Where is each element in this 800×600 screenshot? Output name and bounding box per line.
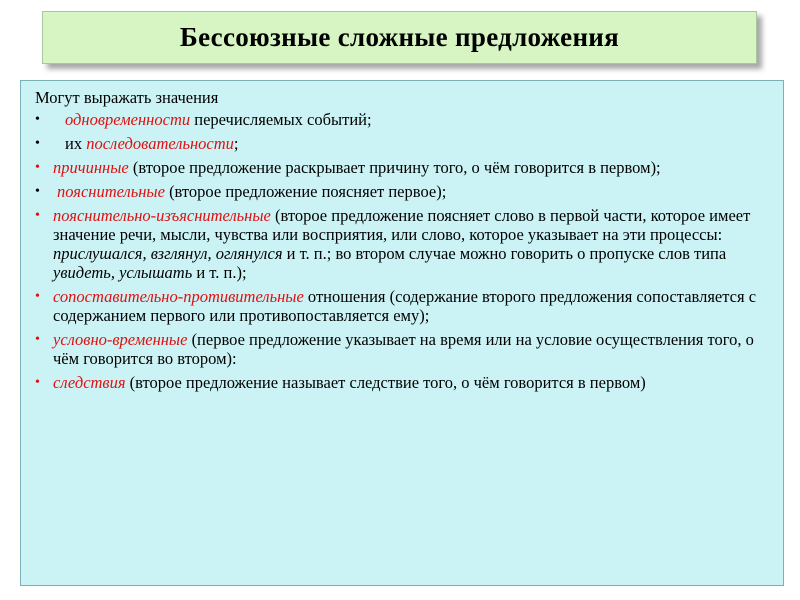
- list-item: [33, 206, 769, 282]
- item-text: ;: [233, 134, 239, 153]
- list-item: [33, 134, 769, 153]
- bullet-icon: •: [35, 208, 40, 223]
- intro-text: Могут выражать значения: [35, 88, 219, 107]
- title-box: [42, 11, 757, 64]
- item-text: (второе предложение раскрывает причину того, о чём говорится в первом);: [128, 158, 661, 177]
- term: сопоставительно-противительные: [53, 287, 304, 306]
- bullet-icon: •: [35, 184, 40, 199]
- term: пояснительно-изъяснительные: [53, 206, 271, 225]
- bullet-icon: •: [35, 112, 40, 127]
- list-item: [33, 110, 769, 129]
- list-item: [33, 287, 769, 325]
- list-item: [33, 182, 769, 201]
- item-text: (второе предложение поясняет слово в первой части, которое имеет значение речи, мысли, чувства или восприятия, или слово, которое указывает на эти процессы:: [53, 206, 751, 244]
- term: пояснительные: [57, 182, 165, 201]
- bullet-icon: •: [35, 289, 40, 304]
- item-text: перечисляемых событий;: [190, 110, 372, 129]
- item-text: (второе предложение поясняет первое);: [164, 182, 447, 201]
- term: одновременности: [65, 110, 191, 129]
- bullet-icon: •: [35, 375, 40, 390]
- content-box: [20, 80, 784, 586]
- term: последовательности: [86, 134, 234, 153]
- list-item: [33, 330, 769, 368]
- item-text: и т. п.; во втором случае можно говорить о пропуске слов типа: [282, 244, 727, 263]
- bullet-icon: •: [35, 332, 40, 347]
- term: причинные: [53, 158, 129, 177]
- example-words: увидеть, услышать: [53, 263, 193, 282]
- bullet-icon: •: [35, 160, 40, 175]
- slide-title: Бессоюзные сложные предложения: [179, 22, 620, 52]
- item-text: (второе предложение называет следствие того, о чём говорится в первом): [125, 373, 646, 392]
- list-item: [33, 158, 769, 177]
- item-text: и т. п.);: [192, 263, 247, 282]
- term: условно-временные: [53, 330, 188, 349]
- bullet-icon: •: [35, 136, 40, 151]
- list-item: [33, 373, 769, 392]
- example-words: прислушался, взглянул, оглянулся: [53, 244, 283, 263]
- item-text: (первое предложение указывает на время или на условие осуществления того, о чём говорится во втором):: [53, 330, 754, 368]
- item-text: отношения (содержание второго предложения сопоставляется с содержанием первого или противопоставляется ему);: [53, 287, 757, 325]
- term: следствия: [53, 373, 126, 392]
- item-lead: их: [65, 134, 87, 153]
- meaning-list: [33, 110, 769, 392]
